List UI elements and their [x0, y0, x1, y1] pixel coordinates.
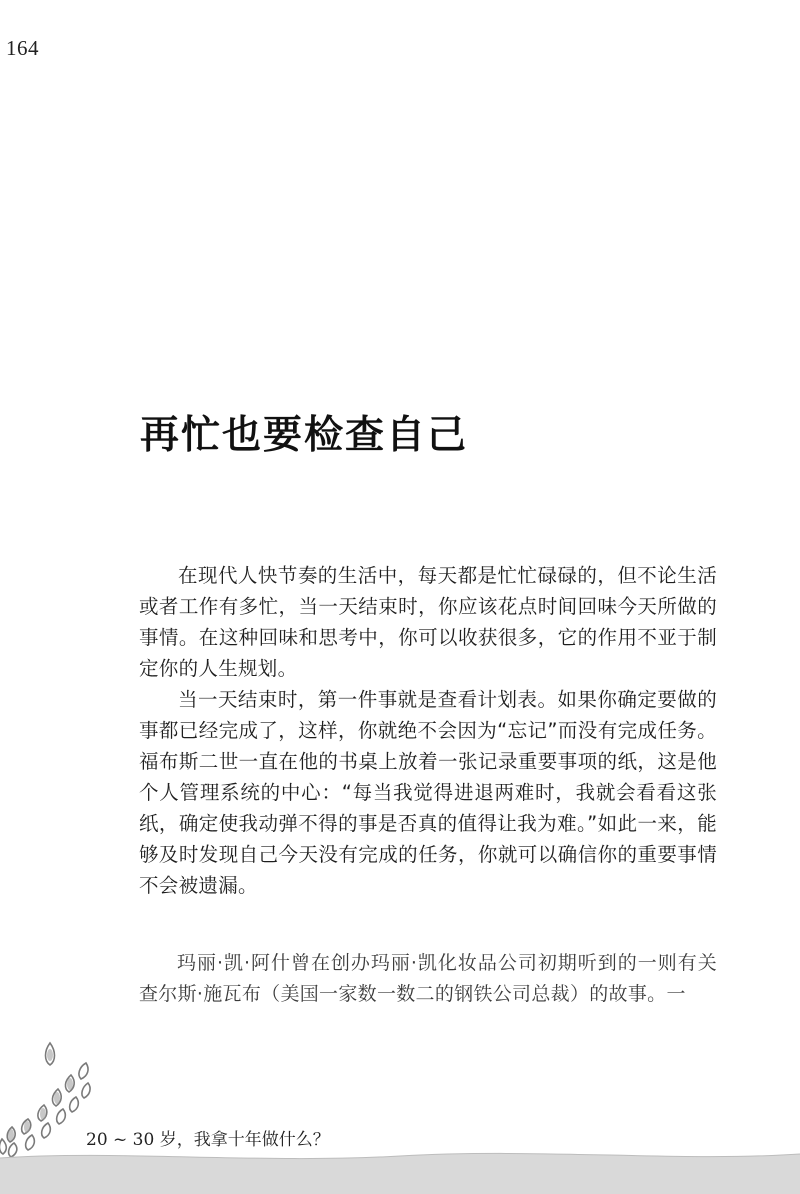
page-number: 164	[6, 36, 39, 60]
body-text	[139, 560, 717, 1010]
paragraph: 当一天结束时，第一件事就是查看计划表。如果你确定要做的事都已经完成了，这样，你就绝不会因为“忘记”而没有完成任务。福布斯二世一直在他的书桌上放着一张记录重要事项的纸，这是他个人管理系统的中心：“每当我觉得进退两难时，我就会看看这张纸，确定使我动弹不得的事是否真的值得让我为难。”如此一来，能够及时发现自己今天没有完成的任务，你就可以确信你的重要事情不会被遗漏。	[139, 688, 717, 897]
chapter-title: 再忙也要检查自己	[140, 412, 469, 458]
footer-band	[0, 1148, 800, 1194]
paragraph: 玛丽·凯·阿什曾在创办玛丽·凯化妆品公司初期听到的一则有关查尔斯·施瓦布（美国一家数一数二的钢铁公司总裁）的故事。一	[139, 952, 717, 1005]
paragraph: 在现代人快节奏的生活中，每天都是忙忙碌碌的，但不论生活或者工作有多忙，当一天结束时，你应该花点时间回味今天所做的事情。在这种回味和思考中，你可以收获很多，它的作用不亚于制定你的人生规划。	[139, 564, 717, 680]
running-title: 20 ~ 30 岁，我拿十年做什么？	[86, 1130, 330, 1150]
